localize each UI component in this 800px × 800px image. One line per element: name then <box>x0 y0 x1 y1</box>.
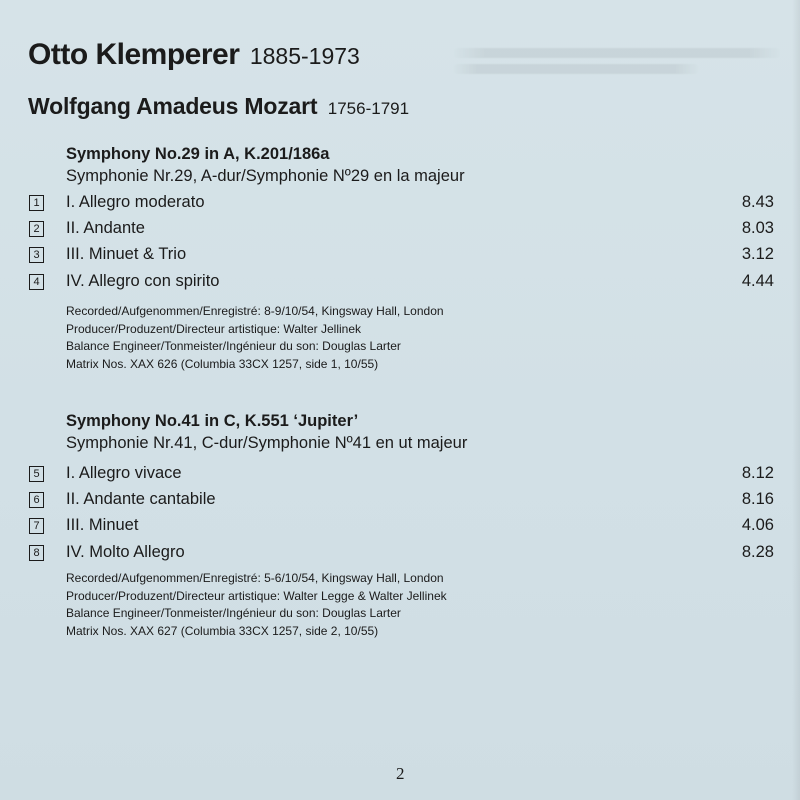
track-title: IV. Allegro con spirito <box>66 272 220 290</box>
track-title: IV. Molto Allegro <box>66 543 185 561</box>
track-title: II. Andante cantabile <box>66 490 216 508</box>
conductor-name: Otto Klemperer <box>28 38 240 71</box>
track-row <box>0 464 800 488</box>
work-title: Symphony No.41 in C, K.551 ‘Jupiter’ <box>66 412 359 430</box>
track-duration: 4.44 <box>741 272 774 290</box>
credit-producer: Producer/Produzent/Directeur artistique: Walter Jellinek <box>66 321 362 336</box>
composer-name: Wolfgang Amadeus Mozart <box>28 93 318 119</box>
track-number-box: 3 <box>29 247 44 263</box>
track-row <box>0 219 800 243</box>
work-subtitle: Symphonie Nr.29, A-dur/Symphonie Nº29 en la majeur <box>66 167 465 185</box>
track-row <box>0 516 800 540</box>
credit-engineer: Balance Engineer/Tonmeister/Ingénieur du son: Douglas Larter <box>66 339 401 353</box>
track-title: I. Allegro vivace <box>66 464 182 482</box>
track-duration: 8.28 <box>741 543 774 561</box>
track-number-box: 1 <box>29 195 44 211</box>
page-edge-shadow <box>792 0 800 800</box>
track-row <box>0 245 800 269</box>
track-title: III. Minuet & Trio <box>66 245 187 263</box>
page-number: 2 <box>396 764 405 783</box>
track-number-box: 8 <box>29 545 44 561</box>
track-number-box: 5 <box>29 466 44 482</box>
track-row <box>0 272 800 296</box>
conductor-heading <box>28 38 360 72</box>
track-row <box>0 193 800 217</box>
credit-recorded: Recorded/Aufgenommen/Enregistré: 5-6/10/54, Kingsway Hall, London <box>66 571 444 585</box>
track-duration: 3.12 <box>741 245 774 263</box>
track-title: I. Allegro moderato <box>66 193 205 211</box>
track-number-box: 4 <box>29 274 44 290</box>
credit-engineer: Balance Engineer/Tonmeister/Ingénieur du son: Douglas Larter <box>66 606 401 620</box>
track-duration: 8.03 <box>741 219 774 237</box>
track-row <box>0 490 800 514</box>
track-number-box: 7 <box>29 518 44 534</box>
recording-credits <box>66 570 746 640</box>
track-duration: 8.43 <box>741 193 774 211</box>
track-title: II. Andante <box>66 219 145 237</box>
composer-heading <box>28 93 409 120</box>
conductor-years: 1885-1973 <box>249 43 360 69</box>
composer-years: 1756-1791 <box>327 99 410 118</box>
track-duration: 8.12 <box>741 464 774 482</box>
track-title: III. Minuet <box>66 516 139 534</box>
credit-matrix: Matrix Nos. XAX 626 (Columbia 33CX 1257, side 1, 10/55) <box>66 356 379 371</box>
track-number-box: 6 <box>29 492 44 508</box>
bleed-through-text <box>452 42 782 92</box>
track-duration: 8.16 <box>741 490 774 508</box>
work-subtitle: Symphonie Nr.41, C-dur/Symphonie Nº41 en ut majeur <box>66 434 468 452</box>
track-duration: 4.06 <box>741 516 774 534</box>
work-title: Symphony No.29 in A, K.201/186a <box>66 145 330 163</box>
credit-matrix: Matrix Nos. XAX 627 (Columbia 33CX 1257, side 2, 10/55) <box>66 623 379 638</box>
recording-credits <box>66 303 746 373</box>
credit-producer: Producer/Produzent/Directeur artistique: Walter Legge & Walter Jellinek <box>66 588 447 603</box>
track-number-box: 2 <box>29 221 44 237</box>
credit-recorded: Recorded/Aufgenommen/Enregistré: 8-9/10/54, Kingsway Hall, London <box>66 304 444 318</box>
track-row <box>0 543 800 567</box>
